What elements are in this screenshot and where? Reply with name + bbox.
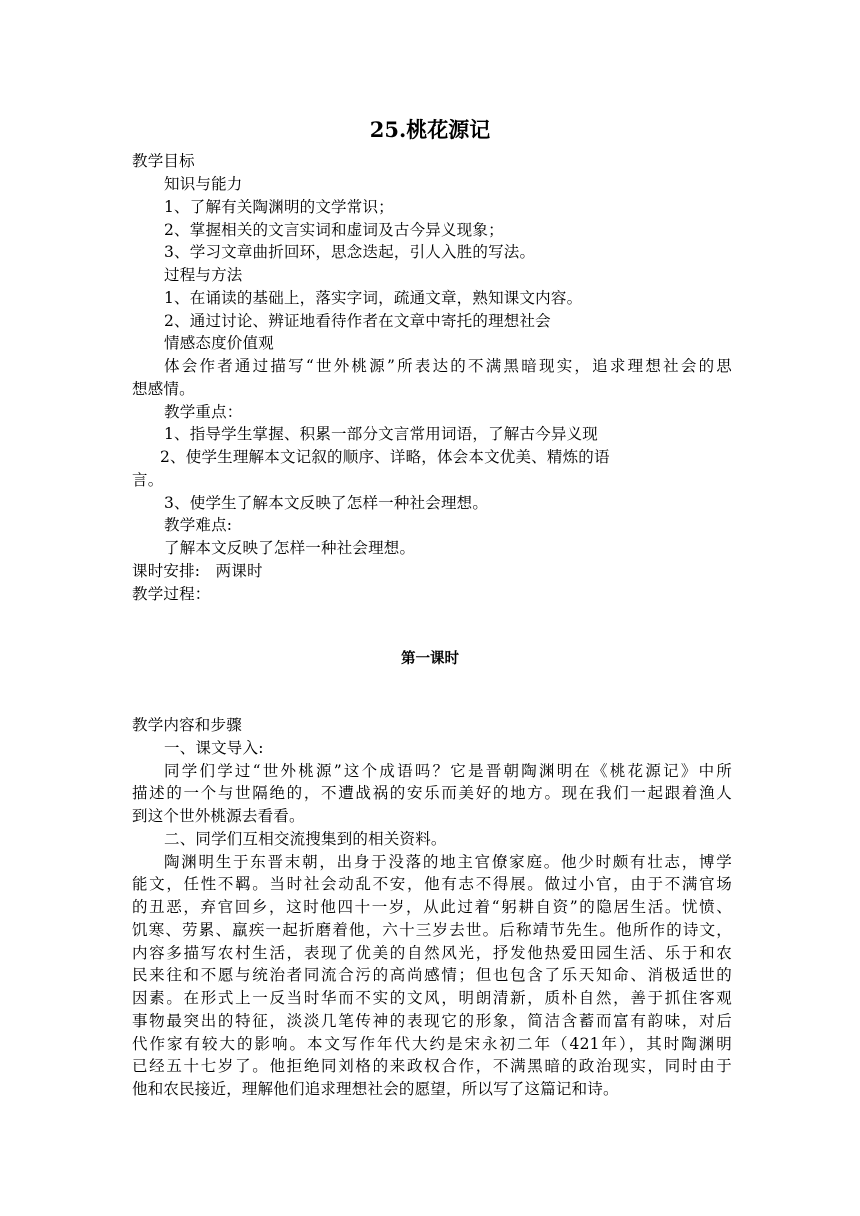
knowledge-item-1: 1、了解有关陶渊明的文学常识； xyxy=(164,198,394,216)
bio-line-10: 已经五十七岁了。他拒绝同刘格的来政权合作，不满黑暗的政治现实，同时由于 xyxy=(132,1057,732,1075)
knowledge-item-3: 3、学习文章曲折回环，思念迭起，引人入胜的写法。 xyxy=(164,243,536,261)
bio-line-6: 民来往和不愿与统治者同流合污的高尚感情；但也包含了乐天知命、消极适世的 xyxy=(132,966,732,984)
intro-line-1: 同学们学过“世外桃源”这个成语吗？它是晋朝陶渊明在《桃花源记》中所 xyxy=(164,762,732,780)
process-item-2: 2、通过讨论、辨证地看待作者在文章中寄托的理想社会 xyxy=(164,312,551,330)
key-point-3: 3、使学生了解本文反映了怎样一种社会理想。 xyxy=(164,494,489,512)
lesson-1-heading: 第一课时 xyxy=(401,650,459,667)
emotion-heading: 情感态度价值观 xyxy=(164,334,274,352)
process-item-1: 1、在诵读的基础上，落实字词，疏通文章，熟知课文内容。 xyxy=(164,289,583,307)
process-heading: 过程与方法 xyxy=(164,266,243,284)
bio-line-7: 因素。在形式上一反当时华而不实的文风，明朗清新，质朴自然，善于抓住客观 xyxy=(132,989,732,1007)
document-title: 25.桃花源记 xyxy=(369,117,491,142)
bio-line-2: 能文，任性不羁。当时社会动乱不安，他有志不得展。做过小官，由于不满官场 xyxy=(132,875,732,893)
key-point-1: 1、指导学生掌握、积累一部分文言常用词语，了解古今异义现 xyxy=(164,425,598,443)
difficult-point-1: 了解本文反映了怎样一种社会理想。 xyxy=(164,539,416,557)
bio-line-3: 的丑恶，弃官回乡，这时他四十一岁，从此过着“躬耕自资”的隐居生活。忧愤、 xyxy=(132,898,732,916)
bio-line-9: 代作家有较大的影响。本文写作年代大约是宋永初二年（421年），其时陶渊明 xyxy=(132,1035,732,1053)
knowledge-item-2: 2、掌握相关的文言实词和虚词及古今异义现象； xyxy=(164,221,504,239)
intro-line-3: 到这个世外桃源去看看。 xyxy=(132,807,305,825)
objectives-heading: 教学目标 xyxy=(132,152,195,170)
bio-line-5: 内容多描写农村生活，表现了优美的自然风光，抒发他热爱田园生活、乐于和农 xyxy=(132,944,732,962)
emotion-text-line-1: 体会作者通过描写“世外桃源”所表达的不满黑暗现实，追求理想社会的思 xyxy=(164,357,732,375)
bio-line-4: 饥寒、劳累、羸疾一起折磨着他，六十三岁去世。后称靖节先生。他所作的诗文， xyxy=(132,921,732,939)
bio-line-8: 事物最突出的特征，淡淡几笔传神的表现它的形象，简洁含蓄而富有韵味，对后 xyxy=(132,1012,732,1030)
step-2-heading: 二、同学们互相交流搜集到的相关资料。 xyxy=(164,830,447,848)
process-title: 教学过程： xyxy=(132,585,211,603)
key-point-2-line-1: 2、使学生理解本文记叙的顺序、详略，体会本文优美、精炼的语 xyxy=(160,448,610,466)
emotion-text-line-2: 想感情。 xyxy=(132,380,195,398)
bio-line-11: 他和农民接近，理解他们追求理想社会的愿望，所以写了这篇记和诗。 xyxy=(132,1080,619,1098)
difficult-points-heading: 教学难点: xyxy=(164,516,233,534)
bio-line-1: 陶渊明生于东晋末朝，出身于没落的地主官僚家庭。他少时颇有壮志，博学 xyxy=(164,853,732,871)
knowledge-heading: 知识与能力 xyxy=(164,175,243,193)
content-heading: 教学内容和步骤 xyxy=(132,716,242,734)
key-points-heading: 教学重点： xyxy=(164,403,243,421)
intro-line-2: 描述的一个与世隔绝的，不遭战祸的安乐而美好的地方。现在我们一起跟着渔人 xyxy=(132,784,732,802)
schedule: 课时安排: 两课时 xyxy=(132,562,263,580)
step-1-heading: 一、课文导入: xyxy=(164,739,264,757)
key-point-2-line-2: 言。 xyxy=(132,471,164,489)
